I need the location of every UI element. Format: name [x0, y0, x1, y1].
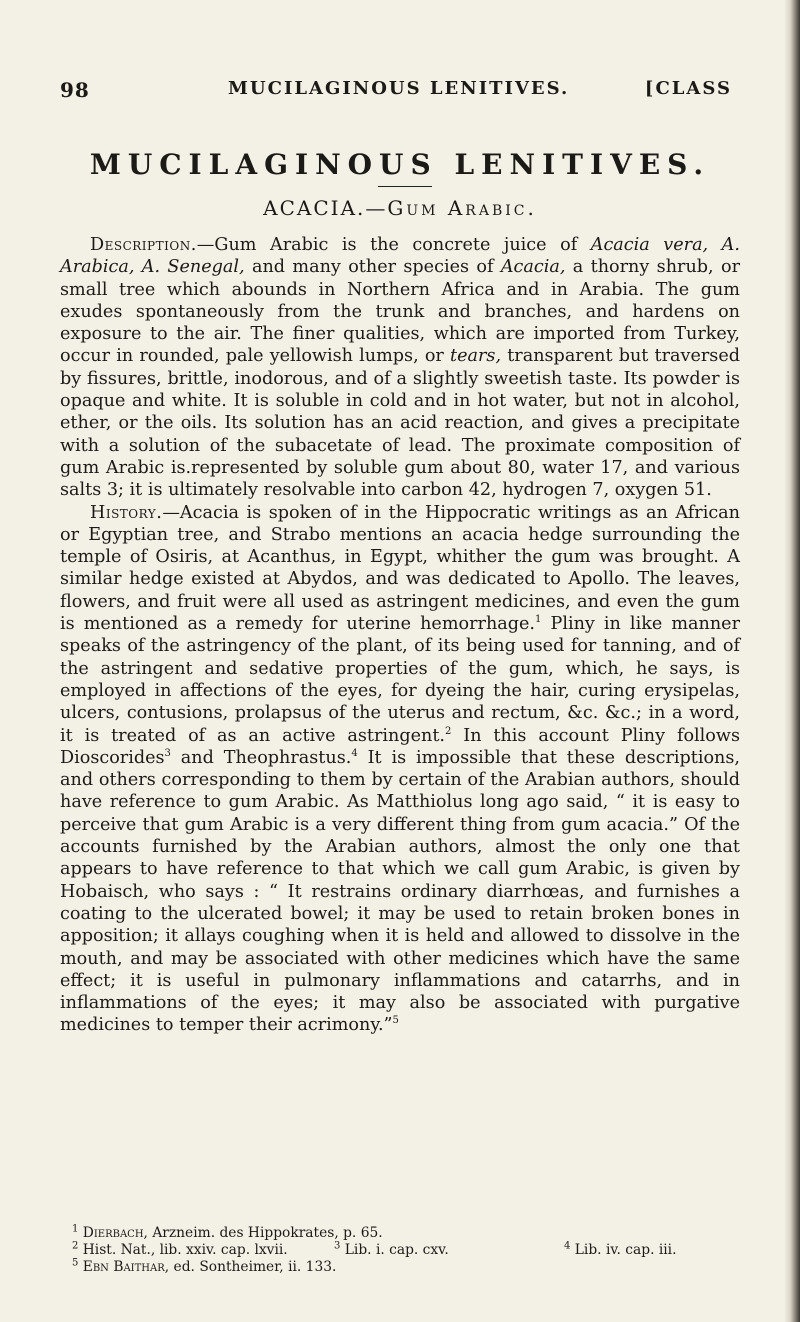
title-rule — [378, 186, 432, 187]
footnote-4-text: Lib. iv. cap. iii. — [570, 1242, 677, 1258]
footnote-5-text: ed. Sontheimer, ii. 133. — [169, 1259, 337, 1275]
section-main: ACACIA.— — [263, 196, 388, 220]
footnotes — [72, 1225, 732, 1276]
description-lead: Description. — [90, 235, 197, 255]
footnote-3 — [334, 1242, 449, 1259]
page-number: 98 — [60, 78, 90, 102]
footnote-5-author: Ebn Baithar, — [82, 1259, 170, 1275]
body-text — [60, 234, 740, 1037]
section-sub: Gum Arabic. — [387, 196, 537, 220]
footnote-1-text: Arzneim. des Hippokrates, p. 65. — [147, 1225, 383, 1241]
description-text-1: —Gum Arabic is the concrete juice of — [196, 235, 591, 255]
history-text-1: —Acacia is spoken of in the Hippocratic writings as an African or Egyptian tree, and Strabo mentions an acacia hedge surrounding the temple of Osiris, at Acanthus, in Egypt, whither the gum was brought. A similar hedge existed at Abydos, and was dedicated to Apollo. The leaves, flowers, and fruit were all used as astringent medicines, and even the gum is mentioned as a remedy for uterine hemorrhage. — [60, 502, 740, 635]
footnote-mark-4: 4 — [564, 1240, 571, 1252]
footnote-4 — [564, 1242, 676, 1259]
description-text-2: and many other species of — [244, 257, 501, 278]
description-text-4: transparent but traversed by fissures, brittle, inodorous, and of a slightly sweetish taste. Its powder is opaque and white. It is soluble in cold and in hot water, but not in alcohol, ether, or the oils. Its solution has an acid reaction, and gives a precipitate with a solution of the subacetate of lead. The proximate composition of gum Arabic is.represented by soluble gum about 80, water 17, and various salts 3; it is ultimately resolvable into carbon 42, hydrogen 7, oxygen 51. — [60, 346, 740, 501]
class-label: [CLASS — [644, 78, 732, 99]
footnote-line-2 — [72, 1242, 732, 1259]
section-title — [0, 196, 800, 220]
footnote-mark-2: 2 — [72, 1240, 79, 1252]
footnote-mark-3: 3 — [334, 1240, 341, 1252]
description-text-3: a thorny shrub, or small tree which abounds in Northern Africa and in Arabia. The gum exudes spontaneously from the trunk and branches, and hardens on exposure to the air. The finer qualities, which are imported from Turkey, occur in rounded, pale yellowish lumps, or — [60, 257, 740, 367]
description-italic-2: Acacia, — [500, 257, 566, 278]
history-text-4: and Theophrastus. — [170, 747, 352, 768]
running-title: MUCILAGINOUS LENITIVES. — [228, 78, 570, 99]
footnote-2 — [72, 1242, 288, 1259]
footnote-ref-2: 2 — [445, 725, 452, 737]
description-italic-1: Acacia vera, A. Arabica, A. Senegal, — [60, 235, 740, 278]
history-text-3: In this account Pliny follows Dioscorides — [60, 725, 740, 768]
footnote-ref-1: 1 — [535, 614, 542, 626]
footnote-1-author: Dierbach, — [82, 1225, 148, 1241]
chapter-title: MUCILAGINOUS LENITIVES. — [89, 148, 711, 181]
footnote-mark-1: 1 — [72, 1223, 79, 1235]
footnote-line-1 — [72, 1225, 732, 1242]
footnote-ref-4: 4 — [351, 747, 358, 759]
footnote-line-3 — [72, 1259, 732, 1276]
footnote-3-text: Lib. i. cap. cxv. — [340, 1242, 449, 1258]
footnote-mark-5: 5 — [72, 1257, 79, 1269]
history-text-5: It is impossible that these descriptions, and others corresponding to them by certain of the Arabian authors, should have reference to gum Arabic. As Matthiolus long ago said, “ it is easy to perceive that gum Arabic is a very different thing from gum acacia.” Of the accounts furnished by the Arabian authors, almost the only one that appears to have reference to that which we call gum Arabic, is given by Hobaisch, who says : “ It restrains ordinary diarrhœas, and furnishes a coating to the ulcerated bowel; it may be used to retain broken bones in apposition; it allays coughing when it is held and allowed to dissolve in the mouth, and may be associated with other medicines which have the same effect; it is useful in pulmonary inflammations and catarrhs, and in inflammations of the eyes; it may also be associated with purgative medicines to temper their acrimony.” — [60, 747, 740, 1036]
footnote-5 — [72, 1259, 336, 1276]
history-paragraph — [60, 502, 740, 1037]
running-header — [60, 78, 732, 108]
description-italic-3: tears, — [450, 346, 502, 367]
description-paragraph — [60, 234, 740, 502]
history-lead: History. — [90, 502, 163, 523]
footnote-ref-5: 5 — [392, 1015, 399, 1027]
history-text-2: Pliny in like manner speaks of the astringency of the plant, of its being used for tanning, and of the astringent and sedative properties of the gum, which, he says, is employed in affections of the eyes, for dyeing the hair, curing erysipelas, ulcers, contusions, prolapsus of the uterus and rectum, &c. &c.; in a word, it is treated of as an active astringent. — [60, 614, 740, 746]
footnote-ref-3: 3 — [164, 747, 171, 759]
footnote-2-text: Hist. Nat., lib. xxiv. cap. lxvii. — [78, 1242, 288, 1258]
